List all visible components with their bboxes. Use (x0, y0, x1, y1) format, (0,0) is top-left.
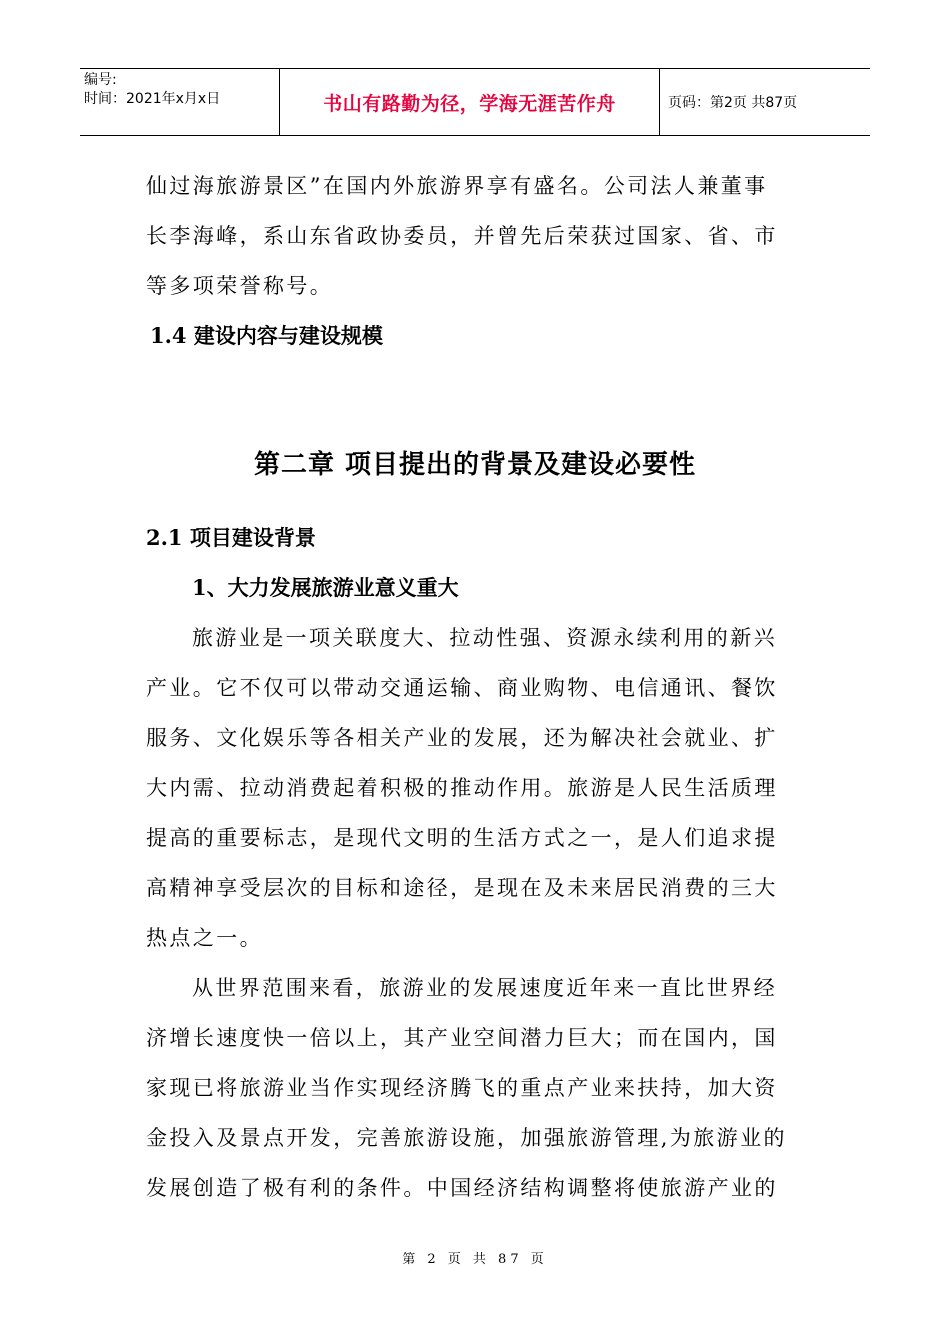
body-text-line: 金投入及景点开发，完善旅游设施，加强旅游管理,为旅游业的 (146, 1126, 787, 1150)
section-heading-2-1: 2.1 项目建设背景 (146, 525, 316, 550)
body-text-line: 发展创造了极有利的条件。中国经济结构调整将使旅游产业的 (146, 1176, 778, 1200)
document-time-label: 时间：2021年x月x日 (84, 91, 221, 107)
body-text-line: 从世界范围来看，旅游业的发展速度近年来一直比世界经 (192, 976, 777, 1000)
page-footer: 第 2 页 共 87 页 (402, 1252, 548, 1267)
header-page-info: 页码：第2页 共87页 (668, 95, 798, 111)
page-header (80, 68, 870, 136)
body-text-line: 热点之一。 (146, 926, 263, 950)
body-text-line: 旅游业是一项关联度大、拉动性强、资源永续利用的新兴 (192, 626, 777, 650)
body-text-line: 提高的重要标志，是现代文明的生活方式之一，是人们追求提 (146, 826, 778, 850)
chapter-title: 第二章 项目提出的背景及建设必要性 (253, 450, 697, 480)
subsection-heading-1: 1、大力发展旅游业意义重大 (192, 575, 459, 600)
document-number-label: 编号: (84, 72, 117, 88)
body-text-line: 产业。它不仅可以带动交通运输、商业购物、电信通讯、餐饮 (146, 676, 778, 700)
header-motto: 书山有路勤为径，学海无涯苦作舟 (280, 69, 660, 135)
body-text-line: 大内需、拉动消费起着积极的推动作用。旅游是人民生活质理 (146, 776, 778, 800)
body-text-line: 长李海峰，系山东省政协委员，并曾先后荣获过国家、省、市 (146, 224, 778, 248)
header-meta (80, 69, 280, 135)
body-text-line: 高精神享受层次的目标和途径，是现在及未来居民消费的三大 (146, 876, 778, 900)
body-text-line: 等多项荣誉称号。 (146, 274, 334, 298)
section-heading-1-4: 1.4 建设内容与建设规模 (150, 323, 383, 348)
body-text-line: 家现已将旅游业当作实现经济腾飞的重点产业来扶持，加大资 (146, 1076, 778, 1100)
body-text-line: 济增长速度快一倍以上，其产业空间潜力巨大；而在国内，国 (146, 1026, 778, 1050)
body-text-line: 仙过海旅游景区”在国内外旅游界享有盛名。公司法人兼董事 (146, 174, 768, 198)
body-text-line: 服务、文化娱乐等各相关产业的发展，还为解决社会就业、扩 (146, 726, 778, 750)
